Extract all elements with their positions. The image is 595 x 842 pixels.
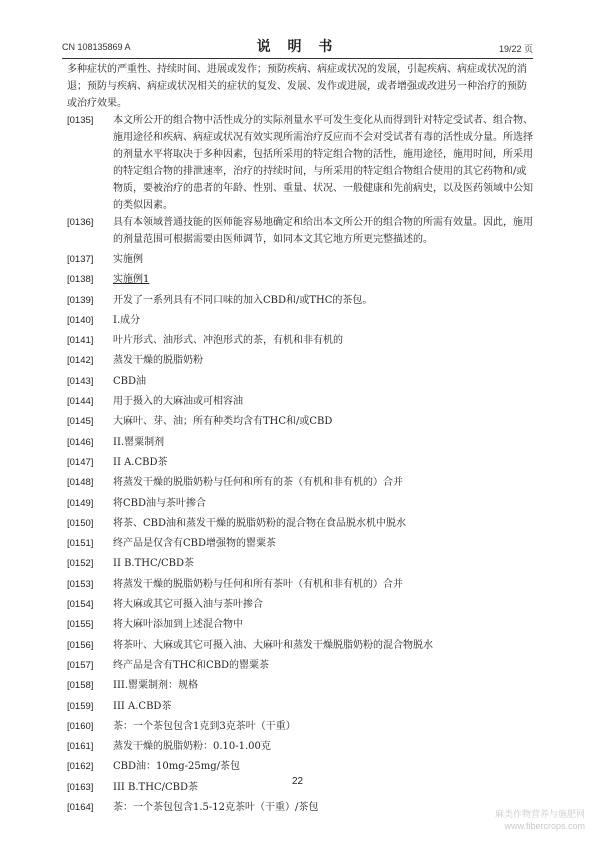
paragraph-text: 叶片形式、油形式、冲泡形式的茶，有机和非有机的 (113, 335, 343, 347)
paragraph-number: [0162] (67, 761, 94, 773)
numbered-line (67, 271, 535, 291)
paragraph-text: 茶：一个茶包包含1克到3克茶叶（干重） (113, 720, 296, 732)
numbered-line (67, 352, 535, 372)
paragraph-number: [0142] (67, 355, 94, 367)
numbered-line (67, 718, 535, 738)
paragraph-number: [0150] (67, 517, 94, 529)
numbered-line (67, 332, 535, 352)
numbered-line (67, 596, 535, 616)
numbered-line (67, 576, 535, 596)
page-number: 22 (291, 776, 304, 787)
paragraph-text: 将茶叶、大麻或其它可摄入油、大麻叶和蒸发干燥脱脂奶粉的混合物脱水 (113, 639, 433, 651)
paragraph-text: 将蒸发干燥的脱脂奶粉与任何和所有的茶（有机和非有机的）合并 (113, 477, 403, 489)
numbered-line (67, 474, 535, 494)
numbered-line (67, 657, 535, 677)
numbered-line (67, 738, 535, 758)
paragraph (67, 112, 535, 214)
paragraph-text: 将CBD油与茶叶掺合 (113, 497, 207, 509)
paragraph-number: [0141] (67, 335, 94, 347)
paragraph-text: 将大麻或其它可摄入油与茶叶掺合 (113, 599, 263, 611)
numbered-line (67, 292, 535, 312)
paragraph-number: [0164] (67, 802, 94, 814)
document-title: 说 明 书 (256, 39, 339, 55)
paragraph-text: II.罂粟制剂 (113, 436, 165, 448)
paragraph-number: [0147] (67, 456, 94, 468)
paragraph-number: [0140] (67, 314, 94, 326)
numbered-line (67, 312, 535, 332)
paragraph-text: 蒸发干燥的脱脂奶粉：0.10-1.00克 (113, 741, 271, 753)
watermark-url: www.fibercrops.com (504, 821, 585, 831)
paragraph-number: [0149] (67, 497, 94, 509)
paragraph-number: [0153] (67, 578, 94, 590)
paragraph-text: III.罂粟制剂：规格 (113, 680, 199, 692)
paragraph-text: III B.THC/CBD茶 (113, 781, 198, 793)
paragraph-number: [0144] (67, 396, 94, 408)
numbered-line (67, 535, 535, 555)
paragraph-number: [0137] (67, 254, 94, 265)
paragraph-text: 实施例1 (113, 274, 150, 286)
paragraph-number: [0156] (67, 639, 94, 651)
paragraph-number: [0145] (67, 416, 94, 428)
numbered-line (67, 698, 535, 718)
numbered-line (67, 373, 535, 393)
paragraph-number: [0136] (67, 217, 94, 228)
paragraph-number: [0151] (67, 538, 94, 550)
paragraph-number: [0157] (67, 659, 94, 671)
line-list (67, 251, 535, 819)
watermark-name: 麻类作物营养与施肥网 (494, 809, 585, 819)
publication-number: CN 108135869 A (62, 42, 131, 52)
paragraph-text: III A.CBD茶 (113, 700, 172, 712)
numbered-line (67, 393, 535, 413)
numbered-line (67, 251, 535, 271)
numbered-line (67, 616, 535, 636)
page-count: 19/22 页 (498, 44, 533, 54)
paragraph-text: 实施例 (113, 254, 143, 265)
paragraph (67, 214, 535, 248)
numbered-line (67, 434, 535, 454)
document-body (67, 61, 535, 819)
paragraph-text: CBD油：10mg-25mg/茶包 (113, 761, 240, 773)
page-header (62, 36, 533, 56)
paragraph-number: [0143] (67, 375, 94, 387)
numbered-line (67, 413, 535, 433)
paragraph-number: [0138] (67, 274, 94, 286)
numbered-line (67, 799, 535, 819)
paragraph-number: [0146] (67, 436, 94, 448)
paragraph-text: 具有本领域普通技能的医师能容易地确定和给出本文所公开的组合物的所需有效量。因此，施用的剂量范围可根据需要由医师调节，如同本文其它地方所更完整描述的。 (113, 217, 533, 245)
paragraph-text: 终产品是仅含有CBD增强物的罂粟茶 (113, 538, 277, 550)
intro-text: 多种症状的严重性、持续时间、进展或发作；预防疾病、病症或状况的发展，引起疾病、病症或状况的消退；预防与疾病、病症或状况相关的症状的复发、发展、发作或进展，或者增强或改进另一种治疗的预防或治疗效果。 (67, 64, 527, 109)
paragraph-number: [0135] (67, 115, 94, 126)
header-rule (62, 58, 533, 59)
paragraph-text: 大麻叶、芽、油；所有种类均含有THC和/或CBD (113, 416, 333, 428)
paragraph-text: 用于摄入的大麻油或可相容油 (113, 396, 243, 408)
paragraph-text: 茶：一个茶包包含1.5-12克茶叶（干重）/茶包 (113, 802, 319, 814)
numbered-line (67, 454, 535, 474)
paragraph-number: [0148] (67, 477, 94, 489)
paragraph-number: [0163] (67, 781, 94, 793)
paragraph-text: CBD油 (113, 375, 147, 387)
paragraph-text: 将茶、CBD油和蒸发干燥的脱脂奶粉的混合物在食品脱水机中脱水 (113, 517, 407, 529)
paragraph-text: 本文所公开的组合物中活性成分的实际剂量水平可发生变化从而得到针对特定受试者、组合物、施用途径和疾病、病症或状况有效实现所需治疗反应而不会对受试者有毒的活性成分量。所选择的剂量水平将取决于多种因素，包括所采用的特定组合物的活性，施用途径，施用时间，所采用的特定组合物的排泄速率，治疗的持续时间，与所采用的特定组合物组合使用的其它药物和/或物质，要被治疗的患者的年龄、性别、重量、状况、一般健康和先前病史，以及医药领域中公知的类似因素。 (113, 115, 533, 211)
paragraph-text: 将大麻叶添加到上述混合物中 (113, 619, 243, 631)
numbered-line (67, 515, 535, 535)
paragraph-text: 将蒸发干燥的脱脂奶粉与任何和所有茶叶（有机和非有机的）合并 (113, 578, 403, 590)
paragraph-number: [0154] (67, 599, 94, 611)
paragraph-list (67, 112, 535, 248)
numbered-line (67, 637, 535, 657)
numbered-line (67, 555, 535, 575)
paragraph-number: [0161] (67, 741, 94, 753)
paragraph-number: [0155] (67, 619, 94, 631)
paragraph-number: [0158] (67, 680, 94, 692)
paragraph-text: 终产品是含有THC和CBD的罂粟茶 (113, 659, 270, 671)
numbered-line (67, 677, 535, 697)
numbered-line (67, 495, 535, 515)
paragraph-number: [0160] (67, 720, 94, 732)
paragraph-text: 开发了一系列具有不同口味的加入CBD和/或THC的茶包。 (113, 294, 373, 306)
paragraph-number: [0139] (67, 294, 94, 306)
paragraph-number: [0152] (67, 558, 94, 570)
paragraph-number: [0159] (67, 700, 94, 712)
paragraph-text: I.成分 (113, 314, 141, 326)
paragraph-text: II B.THC/CBD茶 (113, 558, 195, 570)
paragraph-text: 蒸发干燥的脱脂奶粉 (113, 355, 203, 367)
watermark (495, 808, 585, 832)
paragraph-text: II A.CBD茶 (113, 456, 168, 468)
